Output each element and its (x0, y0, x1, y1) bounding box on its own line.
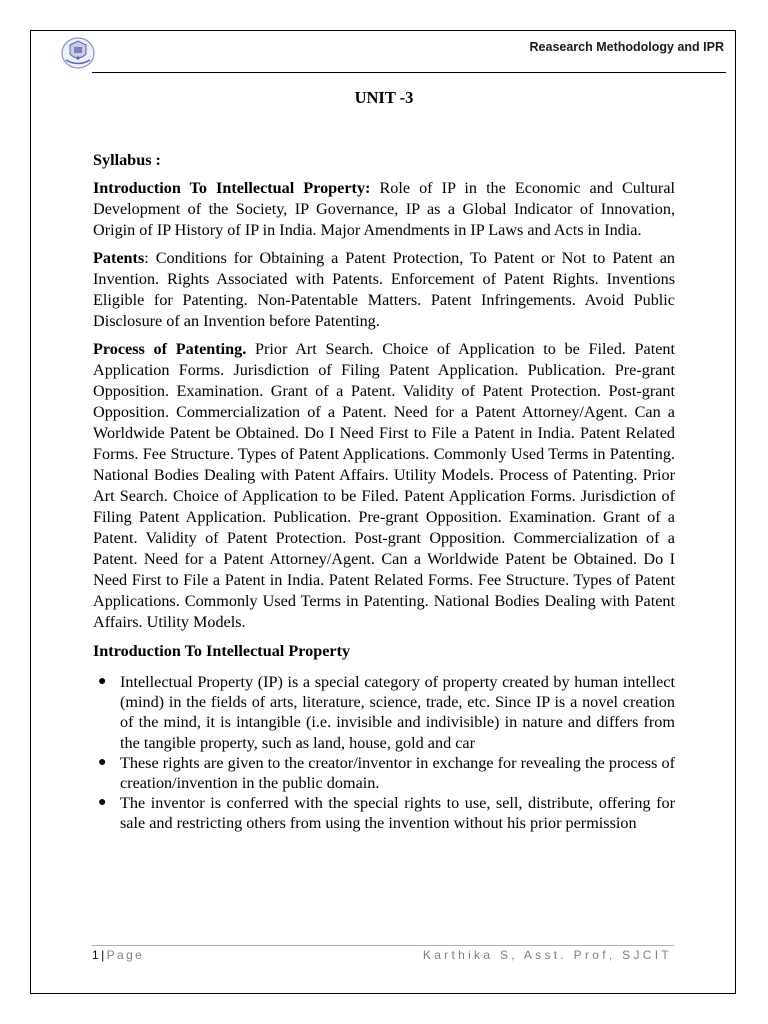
section-heading: Introduction To Intellectual Property (93, 642, 351, 660)
paragraph-text: : Conditions for Obtaining a Patent Protection, To Patent or Not to Patent an Invention. Rights Associated with Patents. Enforcement of Patent Rights. Inventions Eligible for Patenting. Non-Patentable Matters. Patent Infringements. Avoid Public Disclosure of an Invention before Patenting. (93, 249, 675, 330)
page-number-value: 1 (92, 948, 102, 962)
bullet-icon: ● (98, 674, 107, 689)
list-item (98, 793, 675, 833)
unit-title: UNIT -3 (354, 88, 414, 107)
paragraph-text: Role of IP in the Economic and Cultural Development of the Society, IP Governance, IP as a Global Indicator of Innovation, Origin of IP History of IP in India. Major Amendments in IP Laws and Acts in India. (93, 179, 676, 239)
page-number (92, 948, 144, 962)
paragraph-heading: Process of Patenting. (93, 340, 247, 358)
college-crest-icon (60, 36, 96, 70)
syllabus-paragraph-patents (93, 248, 675, 332)
header-title: Reasearch Methodology and IPR (529, 40, 724, 54)
paragraph-heading: Patents (93, 249, 145, 267)
syllabus-label: Syllabus : (93, 151, 161, 169)
list-item (98, 672, 675, 753)
page-number-separator: | (101, 948, 107, 962)
bullet-icon: ● (98, 754, 107, 770)
footer-divider (92, 945, 674, 946)
list-item-text: These rights are given to the creator/inventor in exchange for revealing the process of creation/invention in the public domain. (120, 753, 675, 793)
list-item (98, 753, 675, 793)
bullet-icon: ● (98, 795, 107, 811)
header-divider (92, 72, 726, 73)
paragraph-text: Prior Art Search. Choice of Application to be Filed. Patent Application Forms. Jurisdiction of Filing Patent Application. Publication. Pre-grant Opposition. Examination. Grant of a Patent. Validity of Patent Protection. Post-grant Opposition. Commercialization of a Patent. Need for a Patent Attorney/Agent. Can a Worldwide Patent be Obtained. Do I Need First to File a Patent in India. Patent Related Forms. Fee Structure. Types of Patent Applications. Commonly Used Terms in Patenting. National Bodies Dealing with Patent Affairs. Utility Models. Process of Patenting. Prior Art Search. Choice of Application to be Filed. Patent Application Forms. Jurisdiction of Filing Patent Application. Publication. Pre-grant Opposition. Examination. Grant of a Patent. Validity of Patent Protection. Post-grant Opposition. Commercialization of a Patent. Need for a Patent Attorney/Agent. Can a Worldwide Patent be Obtained. Do I Need First to File a Patent in India. Patent Related Forms. Fee Structure. Types of Patent Applications. Commonly Used Terms in Patenting. National Bodies Dealing with Patent Affairs. Utility Models. (93, 340, 676, 631)
document-body (93, 150, 675, 834)
bullet-list (93, 672, 675, 834)
syllabus-paragraph-process (93, 339, 675, 633)
paragraph-heading: Introduction To Intellectual Property: (93, 179, 371, 197)
list-item-text: Intellectual Property (IP) is a special category of property created by human intellect (mind) in the fields of arts, literature, science, trade, etc. Since IP is a novel creation of the mind, it is intangible (i.e. invisible and indivisible) in nature and differs from the tangible property, such as land, house, gold and car (120, 673, 675, 752)
syllabus-paragraph-intro (93, 178, 675, 241)
list-item-text: The inventor is conferred with the special rights to use, sell, distribute, offering for sale and restricting others from using the invention without his prior permission (120, 794, 675, 833)
footer-author: Karthika S, Asst. Prof, SJCIT (422, 948, 672, 962)
page-word: Page (106, 948, 145, 962)
